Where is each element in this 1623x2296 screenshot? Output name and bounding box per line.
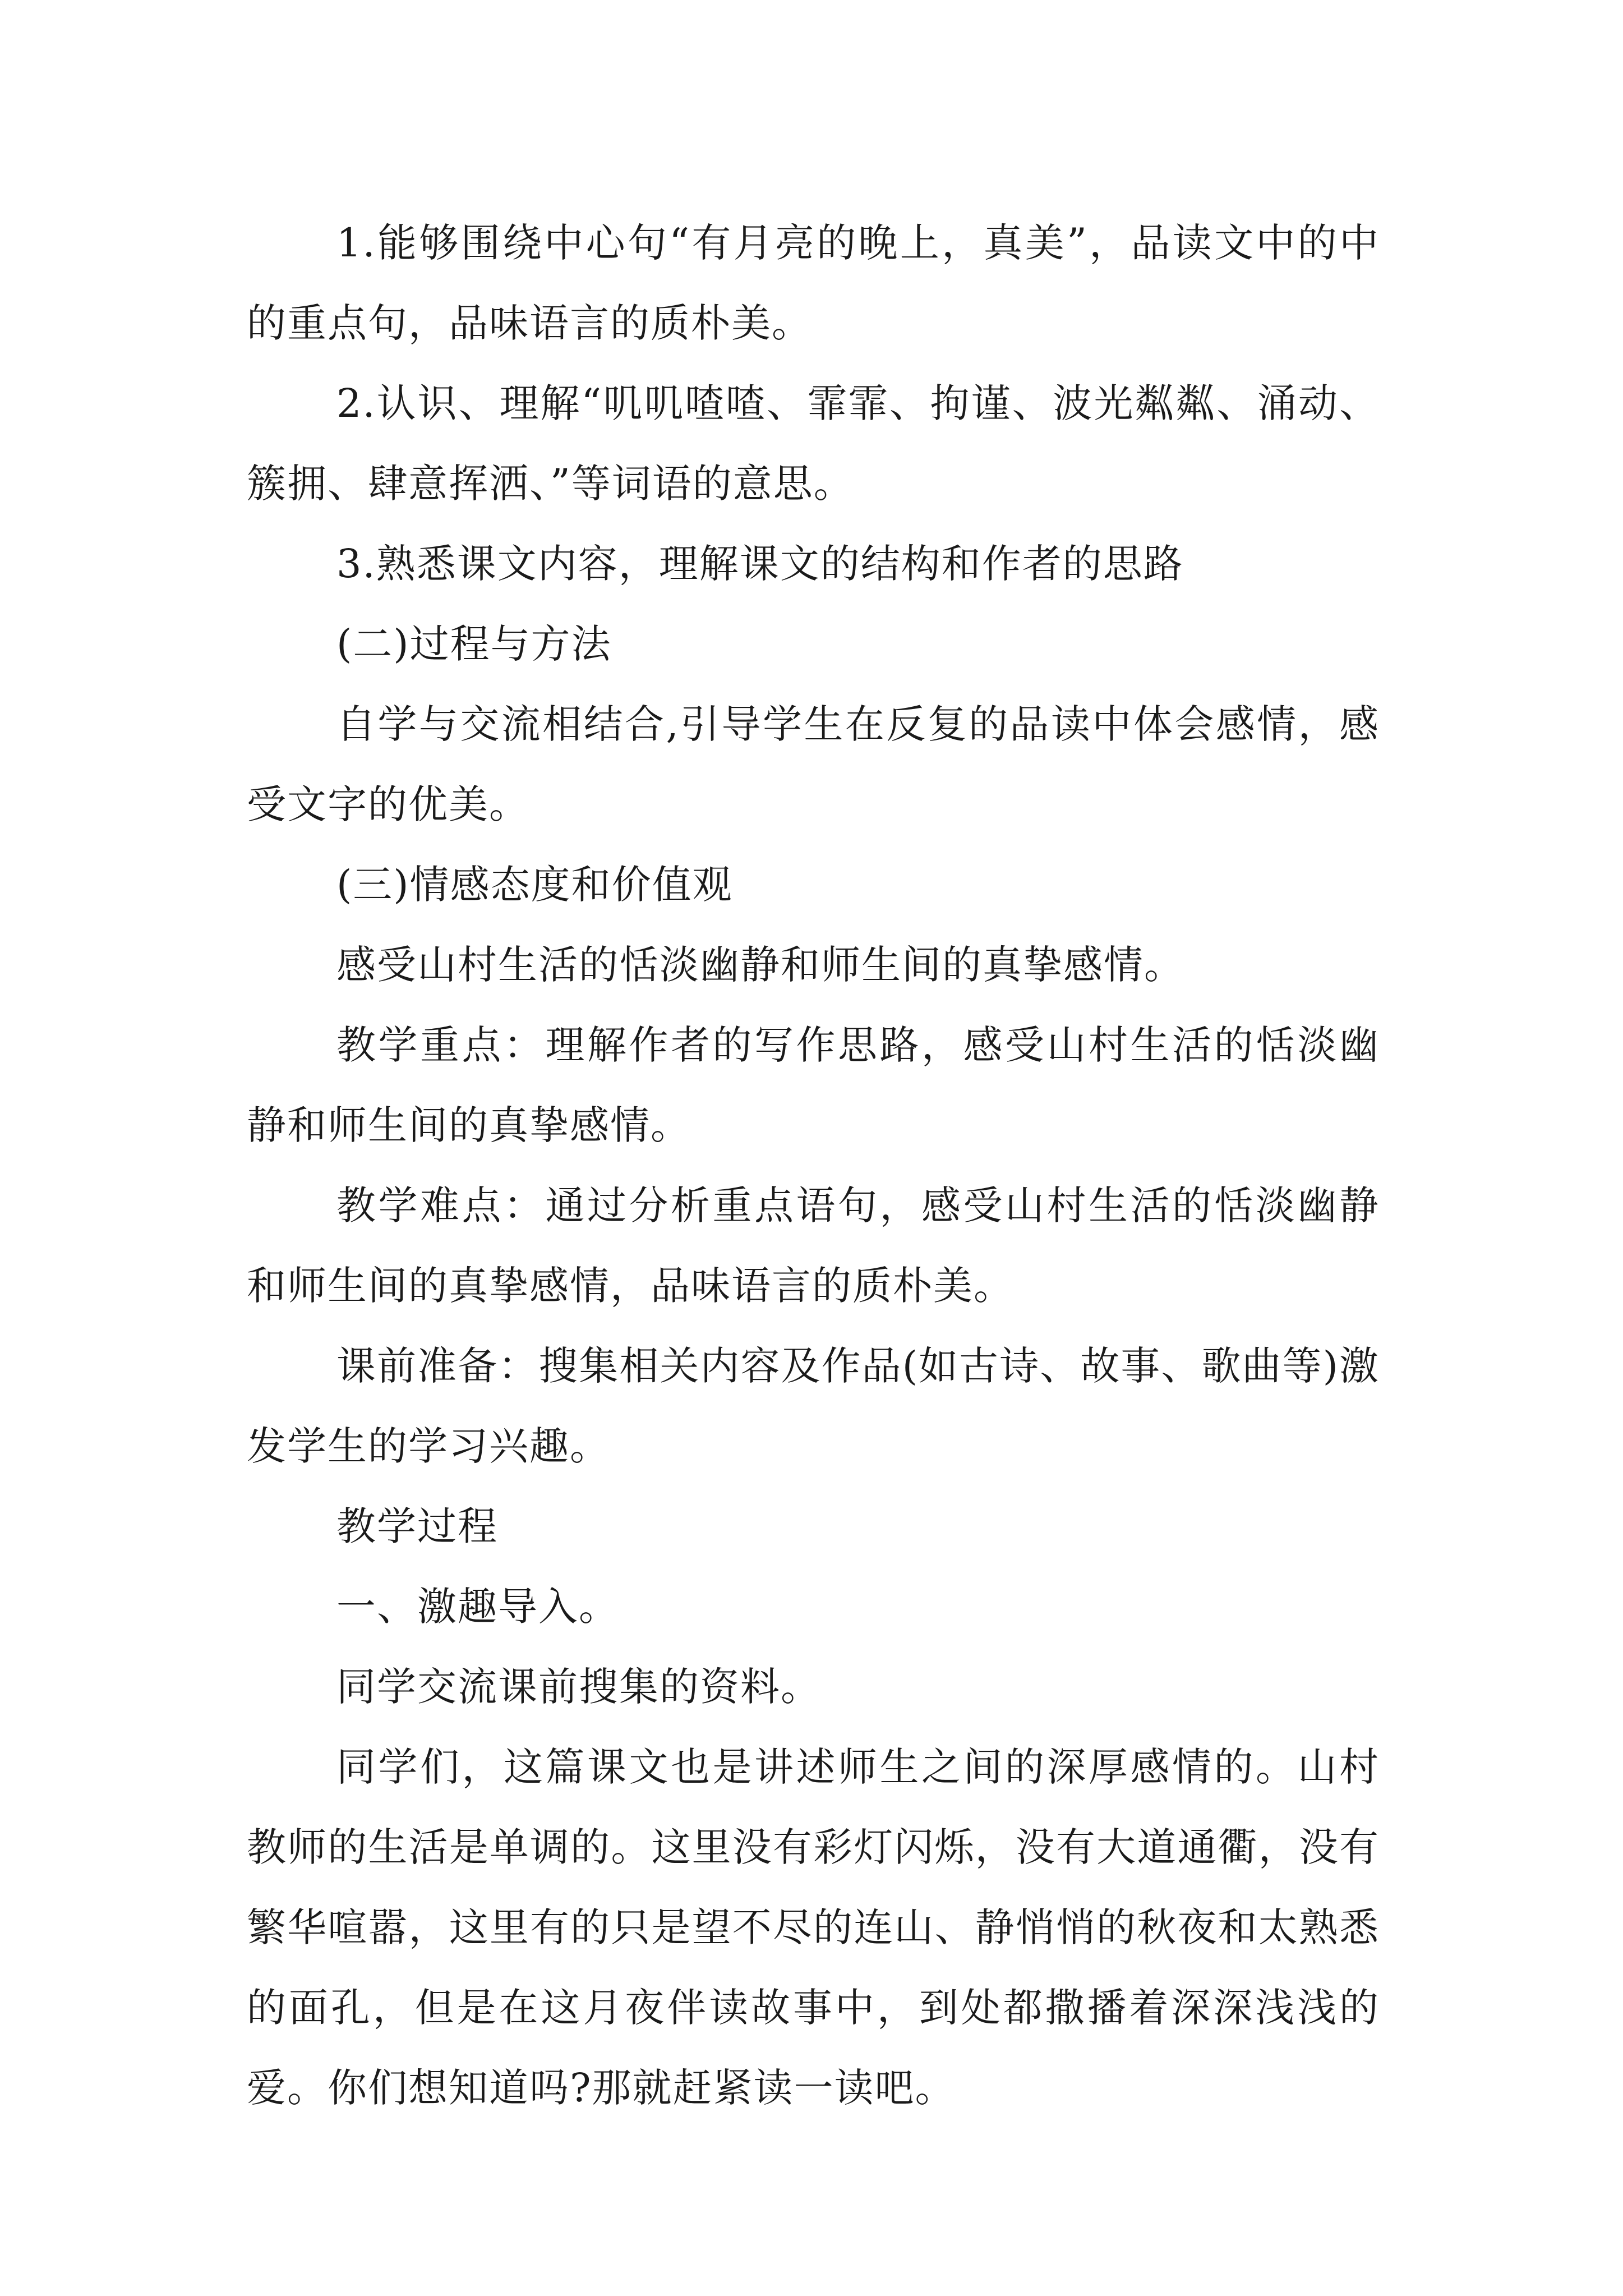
section-heading-emotion-values: (三)情感态度和价值观 — [336, 862, 733, 908]
section-heading-teaching-process: 教学过程 — [336, 1503, 498, 1549]
objective-1-paragraph: 1.能够围绕中心句“有月亮的晚上，真美”，品读文中的中的重点句，品味语言的质朴美。 — [247, 220, 1380, 346]
section-heading-process-method: (二)过程与方法 — [336, 621, 612, 667]
teaching-focus-paragraph: 教学重点：理解作者的写作思路，感受山村生活的恬淡幽静和师生间的真挚感情。 — [247, 1022, 1380, 1148]
objective-3-paragraph: 3.熟悉课文内容，理解课文的结构和作者的思路 — [336, 541, 1184, 587]
teaching-difficulty-paragraph: 教学难点：通过分析重点语句，感受山村生活的恬淡幽静和师生间的真挚感情，品味语言的质朴美。 — [247, 1182, 1380, 1309]
step-1-heading: 一、激趣导入。 — [336, 1584, 619, 1630]
objective-2-paragraph: 2.认识、理解“叽叽喳喳、霏霏、拘谨、波光粼粼、涌动、簇拥、肆意挥洒、”等词语的意思。 — [247, 380, 1380, 507]
introduction-paragraph: 同学们，这篇课文也是讲述师生之间的深厚感情的。山村教师的生活是单调的。这里没有彩灯闪烁，没有大道通衢，没有繁华喧嚣，这里有的只是望不尽的连山、静悄悄的秋夜和太熟悉的面孔，但是在这月夜伴读故事中，到处都撒播着深深浅浅的爱。你们想知道吗?那就赶紧读一读吧。 — [247, 1744, 1380, 2111]
process-method-paragraph: 自学与交流相结合,引导学生在反复的品读中体会感情，感受文字的优美。 — [247, 701, 1380, 827]
preparation-paragraph: 课前准备：搜集相关内容及作品(如古诗、故事、歌曲等)激发学生的学习兴趣。 — [247, 1343, 1380, 1469]
exchange-materials-paragraph: 同学交流课前搜集的资料。 — [336, 1664, 821, 1710]
document-body — [247, 203, 1380, 2128]
emotion-values-paragraph: 感受山村生活的恬淡幽静和师生间的真挚感情。 — [336, 942, 1184, 988]
